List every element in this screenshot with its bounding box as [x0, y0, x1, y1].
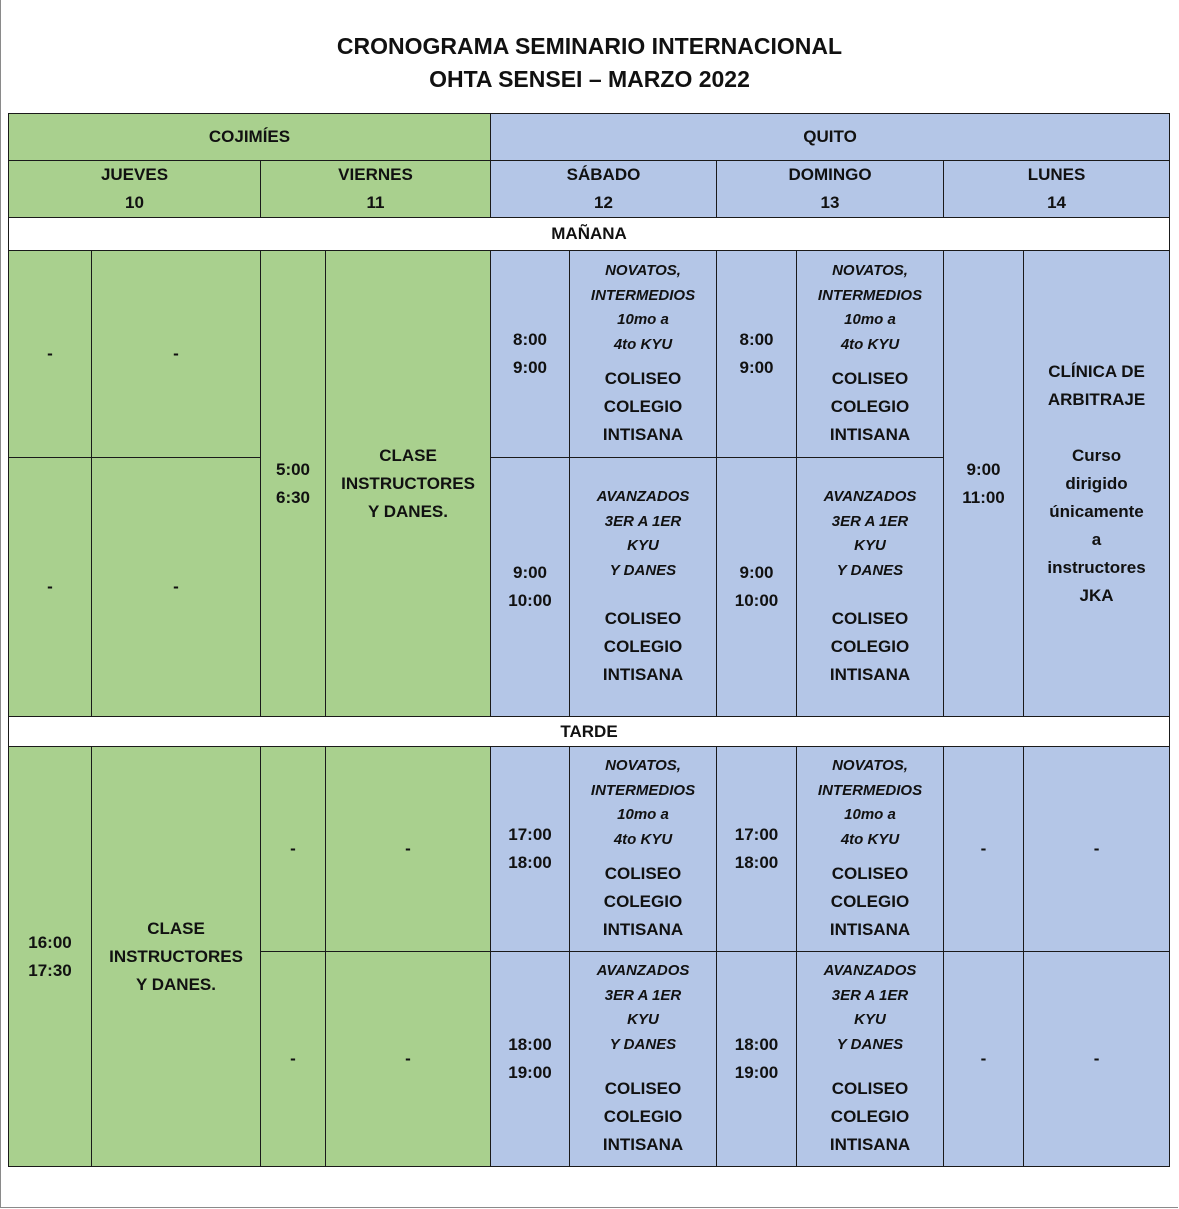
time-domingo-t2: 18:00 19:00: [717, 952, 797, 1167]
dash-cell: -: [92, 458, 261, 717]
clinica-arbitraje: CLÍNICA DE ARBITRAJE Curso dirigido únicamente a instructores JKA: [1024, 251, 1170, 717]
time-sabado-t2: 18:00 19:00: [491, 952, 570, 1167]
session-domingo-m2: AVANZADOS 3ER A 1ER KYU Y DANES COLISEO COLEGIO INTISANA: [797, 458, 944, 717]
city-quito: QUITO: [491, 114, 1170, 161]
dash-cell: -: [261, 747, 326, 952]
title-line-2: OHTA SENSEI – MARZO 2022: [429, 66, 750, 92]
day-sabado: SÁBADO 12: [491, 161, 717, 218]
dash-cell: -: [326, 747, 491, 952]
time-lunes-manana: 9:00 11:00: [944, 251, 1024, 717]
dash-cell: -: [1024, 952, 1170, 1167]
time-viernes-manana: 5:00 6:30: [261, 251, 326, 717]
day-viernes: VIERNES 11: [261, 161, 491, 218]
page-title: [0, 30, 1179, 96]
title-line-1: CRONOGRAMA SEMINARIO INTERNACIONAL: [336, 33, 843, 59]
dash-cell: -: [944, 747, 1024, 952]
time-domingo-t1: 17:00 18:00: [717, 747, 797, 952]
session-sabado-m1: NOVATOS, INTERMEDIOS 10mo a 4to KYU COLISEO COLEGIO INTISANA: [570, 251, 717, 458]
day-domingo: DOMINGO 13: [717, 161, 944, 218]
day-lunes: LUNES 14: [944, 161, 1170, 218]
schedule-table: [8, 113, 1170, 1167]
time-sabado-m2: 9:00 10:00: [491, 458, 570, 717]
session-domingo-t2: AVANZADOS 3ER A 1ER KYU Y DANES COLISEO COLEGIO INTISANA: [797, 952, 944, 1167]
day-jueves: JUEVES 10: [9, 161, 261, 218]
session-domingo-m1: NOVATOS, INTERMEDIOS 10mo a 4to KYU COLISEO COLEGIO INTISANA: [797, 251, 944, 458]
dash-cell: -: [9, 458, 92, 717]
session-sabado-m2: AVANZADOS 3ER A 1ER KYU Y DANES COLISEO COLEGIO INTISANA: [570, 458, 717, 717]
session-sabado-t2: AVANZADOS 3ER A 1ER KYU Y DANES COLISEO COLEGIO INTISANA: [570, 952, 717, 1167]
section-tarde: TARDE: [9, 717, 1170, 747]
dash-cell: -: [92, 251, 261, 458]
time-domingo-m1: 8:00 9:00: [717, 251, 797, 458]
dash-cell: -: [9, 251, 92, 458]
dash-cell: -: [1024, 747, 1170, 952]
section-manana: MAÑANA: [9, 218, 1170, 251]
time-sabado-t1: 17:00 18:00: [491, 747, 570, 952]
time-jueves-tarde: 16:00 17:30: [9, 747, 92, 1167]
session-sabado-t1: NOVATOS, INTERMEDIOS 10mo a 4to KYU COLISEO COLEGIO INTISANA: [570, 747, 717, 952]
time-sabado-m1: 8:00 9:00: [491, 251, 570, 458]
time-domingo-m2: 9:00 10:00: [717, 458, 797, 717]
clase-jueves-tarde: CLASE INSTRUCTORES Y DANES.: [92, 747, 261, 1167]
session-domingo-t1: NOVATOS, INTERMEDIOS 10mo a 4to KYU COLISEO COLEGIO INTISANA: [797, 747, 944, 952]
city-cojimies: COJIMÍES: [9, 114, 491, 161]
dash-cell: -: [326, 952, 491, 1167]
dash-cell: -: [261, 952, 326, 1167]
clase-viernes-manana: CLASE INSTRUCTORES Y DANES.: [326, 251, 491, 717]
dash-cell: -: [944, 952, 1024, 1167]
